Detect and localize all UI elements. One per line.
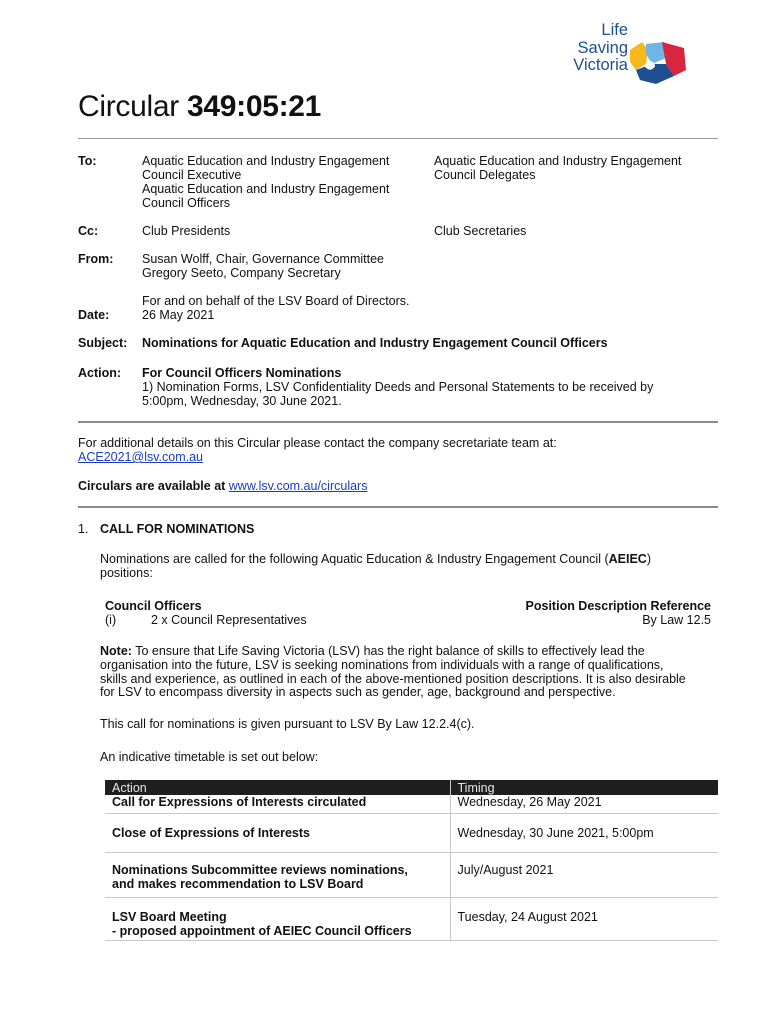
- action-text: and makes recommendation to LSV Board: [112, 877, 364, 891]
- officers-item: 2 x Council Representatives: [151, 613, 307, 627]
- note-line-4: for LSV to encompass diversity in aspects such as gender, age, background and perspective.: [100, 685, 616, 700]
- action-label: Action:: [78, 366, 122, 380]
- page-title: [78, 90, 321, 124]
- contact-email-wrap: [78, 450, 203, 464]
- note-paragraph: [100, 645, 720, 700]
- table-row: [105, 853, 718, 898]
- behalf-line: For and on behalf of the LSV Board of Directors.: [142, 294, 410, 308]
- cc-col1: Club Presidents: [142, 224, 231, 238]
- header-rule: [78, 421, 718, 423]
- to-recipients-col2: [434, 154, 681, 182]
- row-action: [105, 853, 450, 898]
- circulars-line: [78, 479, 367, 493]
- subject-label: Subject:: [78, 336, 128, 350]
- logo-text: [566, 22, 628, 75]
- logo-line-1: Life: [601, 21, 628, 39]
- to-line: Council Delegates: [434, 168, 536, 182]
- pdr-label: Position Description Reference: [525, 599, 711, 613]
- from-line: Gregory Seeto, Company Secretary: [142, 266, 341, 280]
- timetable: [105, 780, 718, 941]
- row-timing: July/August 2021: [450, 853, 718, 898]
- contact-rule: [78, 506, 718, 508]
- intro-line-1: [100, 553, 720, 567]
- contact-email-link[interactable]: ACE2021@lsv.com.au: [78, 450, 204, 464]
- col-action-header: Action: [105, 780, 450, 795]
- action-block: [142, 366, 653, 408]
- to-line: Aquatic Education and Industry Engagement: [142, 182, 390, 196]
- intro-text-a: Nominations are called for the following Aquatic Education & Industry Engagement Council (: [100, 552, 609, 566]
- section-intro: [100, 553, 720, 581]
- officers-label: Council Officers: [105, 599, 202, 613]
- col-timing-header: Timing: [450, 780, 718, 795]
- intro-bold: AEIEC: [608, 552, 647, 566]
- timetable-intro: An indicative timetable is set out below:: [100, 750, 319, 764]
- date-label: Date:: [78, 308, 110, 322]
- action-title: For Council Officers Nominations: [142, 366, 342, 380]
- section-number: 1.: [78, 522, 89, 536]
- to-line: Council Executive: [142, 168, 242, 182]
- note-label: Note:: [100, 644, 132, 658]
- logo-line-3: Victoria: [573, 56, 628, 74]
- pdr-value: By Law 12.5: [642, 613, 711, 627]
- action-text: Call for Expressions of Interests circulated: [112, 795, 367, 809]
- note-text: To ensure that Life Saving Victoria (LSV) has the right balance of skills to effectively lead the: [131, 644, 645, 658]
- subject-value: Nominations for Aquatic Education and Industry Engagement Council Officers: [142, 336, 608, 350]
- to-line: Aquatic Education and Industry Engagement: [434, 154, 682, 168]
- officers-item-num: (i): [105, 613, 117, 627]
- row-action: [105, 814, 450, 853]
- action-text: - proposed appointment of AEIEC Council Officers: [112, 924, 412, 938]
- note-line-2: organisation into the future, LSV is seeking nominations from individuals with a range of qualifications,: [100, 657, 664, 672]
- to-line: Aquatic Education and Industry Engagement: [142, 154, 390, 168]
- note-line-1: [100, 645, 720, 659]
- action-line: 1) Nomination Forms, LSV Confidentiality Deeds and Personal Statements to be received by: [142, 380, 654, 394]
- pursuant-text: This call for nominations is given pursuant to LSV By Law 12.2.4(c).: [100, 717, 475, 731]
- to-line: Council Officers: [142, 196, 230, 210]
- circulars-link[interactable]: www.lsv.com.au/circulars: [228, 479, 368, 493]
- title-prefix: Circular: [78, 90, 187, 123]
- table-row: [105, 814, 718, 853]
- section-heading: CALL FOR NOMINATIONS: [100, 522, 255, 536]
- intro-text-b: ): [646, 552, 651, 566]
- cc-col2: Club Secretaries: [434, 224, 527, 238]
- cc-label: Cc:: [78, 224, 99, 238]
- intro-line-2: positions:: [100, 565, 153, 580]
- row-timing: Tuesday, 24 August 2021: [450, 898, 718, 941]
- action-text: Close of Expressions of Interests: [112, 826, 310, 840]
- table-row: [105, 795, 718, 814]
- title-rule: [78, 138, 718, 139]
- to-recipients-col1: [142, 154, 389, 210]
- logo-line-2: Saving: [577, 38, 628, 57]
- timetable-header-row: [105, 780, 718, 795]
- victoria-map-icon: [626, 40, 688, 88]
- action-text: Nominations Subcommittee reviews nominations,: [112, 863, 408, 877]
- from-lines: [142, 252, 384, 280]
- table-row: [105, 898, 718, 941]
- contact-text: For additional details on this Circular please contact the company secretariate team at:: [78, 436, 557, 450]
- action-line: 5:00pm, Wednesday, 30 June 2021.: [142, 394, 342, 408]
- row-timing: Wednesday, 30 June 2021, 5:00pm: [450, 814, 718, 853]
- date-value: 26 May 2021: [142, 308, 215, 322]
- to-label: To:: [78, 154, 97, 168]
- circular-number: 349:05:21: [186, 90, 322, 123]
- from-line: Susan Wolff, Chair, Governance Committee: [142, 252, 385, 266]
- circulars-text: Circulars are available at: [78, 479, 229, 493]
- action-text: LSV Board Meeting: [112, 910, 227, 924]
- row-action: [105, 898, 450, 941]
- row-timing: Wednesday, 26 May 2021: [450, 795, 718, 814]
- note-line-3: skills and experience, as outlined in each of the above-mentioned position descriptions. It is also desirable: [100, 671, 686, 686]
- lsv-logo: [566, 22, 692, 92]
- from-label: From:: [78, 252, 114, 266]
- row-action: [105, 795, 450, 814]
